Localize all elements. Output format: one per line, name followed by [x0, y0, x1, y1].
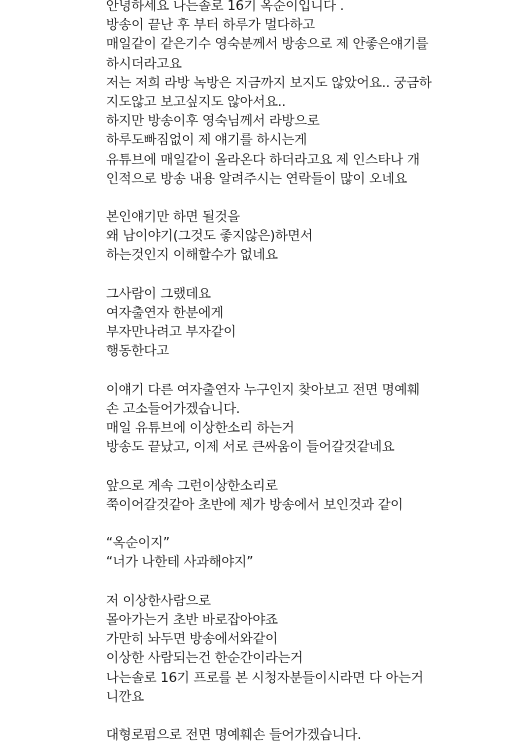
text-line: 안녕하세요 나는솔로 16기 옥순이입니다 .	[106, 0, 344, 14]
text-line: 대형로펌으로 전면 명예훼손 들어가겠습니다.	[106, 728, 362, 744]
text-line: 하시더라고요	[106, 56, 182, 72]
text-line: 저는 저희 라방 녹방은 지금까지 보지도 않았어요.. 궁금하	[106, 75, 432, 91]
text-line: 부자만나려고 부자같이	[106, 325, 236, 341]
text-line: 방송이 끝난 후 부터 하루가 멀다하고	[106, 18, 315, 34]
text-line: 하루도빠짐없이 제 얘기를 하시는게	[106, 133, 307, 149]
paragraph-gap	[106, 266, 530, 285]
paragraph-3	[106, 285, 530, 362]
text-line: 하는것인지 이해할수가 없네요	[106, 248, 278, 264]
paragraph-6	[106, 534, 530, 572]
text-line: 니깐요	[106, 689, 144, 705]
text-line: 나는솔로 16기 프로를 본 시청자분들이시라면 다 아는거	[106, 670, 424, 686]
paragraph-gap	[106, 573, 530, 592]
text-line: 인적으로 방송 내용 알려주시는 연락들이 많이 오네요	[106, 171, 407, 187]
text-line: 본인얘기만 하면 될것을	[106, 210, 240, 226]
quote-line: “너가 나한테 사과해야지”	[106, 555, 254, 571]
text-line: 몰아가는거 초반 바로잡아야죠	[106, 613, 278, 628]
text-line: 앞으로 계속 그런이상한소리로	[106, 478, 278, 494]
paragraph-2	[106, 208, 530, 266]
text-line: 매일 유튜브에 이상한소리 하는거	[106, 421, 295, 437]
text-line: 행동한다고	[106, 344, 169, 360]
text-line: 매일같이 같은기수 영숙분께서 방송으로 제 안좋은얘기를	[106, 37, 429, 53]
paragraph-1	[106, 0, 530, 189]
text-line: 하지만 방송이후 영숙님께서 라방으로	[106, 114, 320, 130]
text-line: 이얘기 다른 여자출연자 누구인지 찾아보고 전면 명예훼	[106, 382, 420, 398]
text-line: 저 이상한사람으로	[106, 593, 211, 609]
paragraph-gap	[106, 189, 530, 208]
paragraph-gap	[106, 458, 530, 477]
paragraph-gap	[106, 707, 530, 726]
paragraph-gap	[106, 362, 530, 381]
paragraph-4	[106, 381, 530, 458]
text-line: 이상한 사람되는건 한순간이라는거	[106, 651, 303, 667]
text-line: 쭉이어갈것같아 초반에 제가 방송에서 보인것과 같이	[106, 497, 403, 513]
text-line: 여자출연자 한분에게	[106, 306, 224, 321]
text-line: 왜 남이야기(그것도 좋지않은)하면서	[106, 229, 313, 245]
quote-line: “옥순이지”	[106, 536, 170, 552]
text-line: 지도않고 보고싶지도 않아서요..	[106, 94, 286, 110]
text-line: 그사람이 그랬데요	[106, 286, 211, 302]
paragraph-5	[106, 477, 530, 515]
paragraph-gap	[106, 515, 530, 534]
text-line: 방송도 끝났고, 이제 서로 큰싸움이 들어갈것같네요	[106, 440, 395, 456]
text-line: 손 고소들어가겠습니다.	[106, 401, 240, 417]
text-line: 유튜브에 매일같이 올라온다 하더라고요 제 인스타나 개	[106, 152, 420, 168]
paragraph-7	[106, 592, 530, 707]
paragraph-8	[106, 726, 530, 745]
text-line: 가만히 놔두면 방송에서와같이	[106, 632, 278, 648]
